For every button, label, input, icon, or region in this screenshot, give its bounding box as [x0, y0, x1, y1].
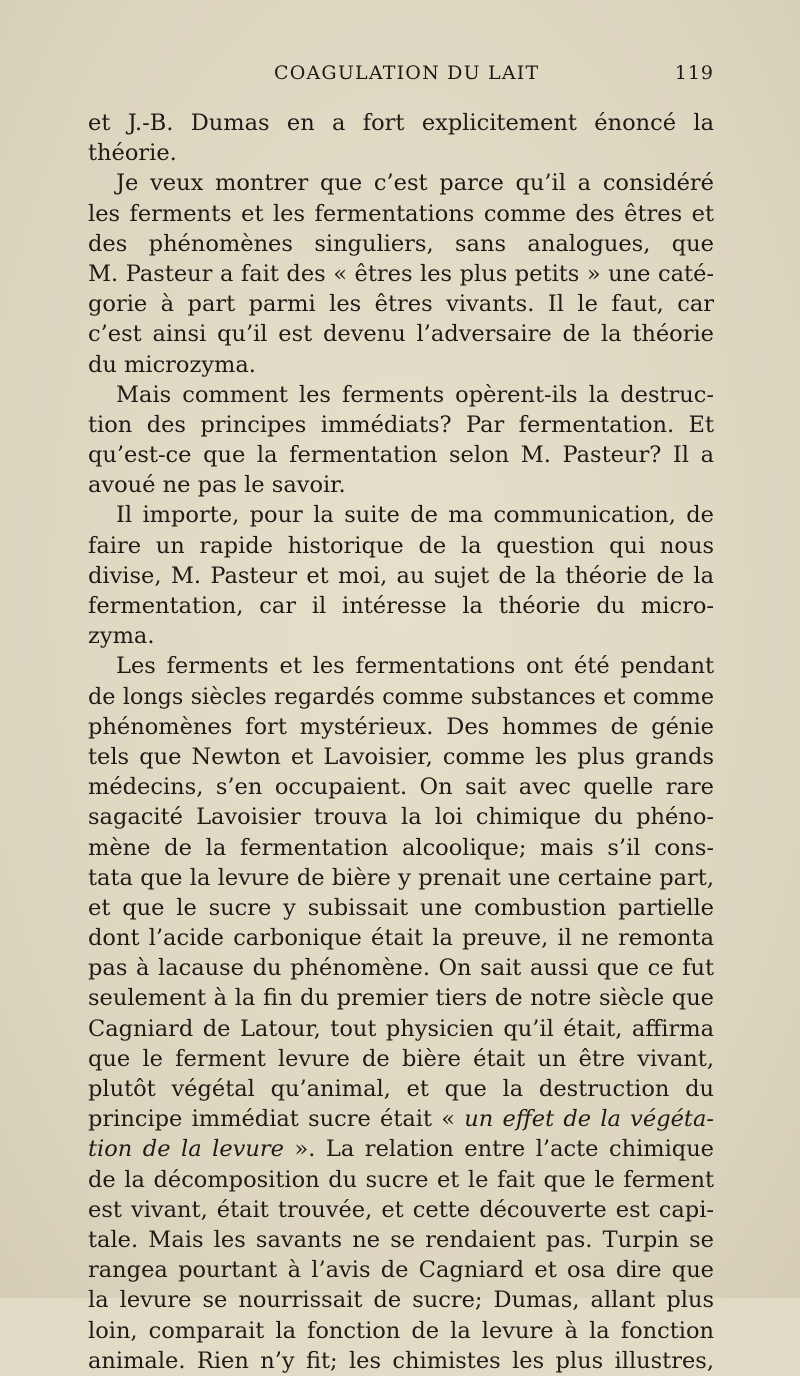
text-line: gorie à part parmi les êtres vivants. Il le faut, car — [88, 291, 714, 318]
text-line: de la décomposition du sucre et le fait que le ferment — [88, 1166, 714, 1193]
text-line: que le ferment levure de bière était un être vivant, — [88, 1045, 714, 1072]
italic-quote: tion de la levure — [88, 1136, 284, 1163]
text-line: les ferments et les fermentations comme des êtres et — [88, 200, 714, 227]
text-line: tale. Mais les savants ne se rendaient pas. Turpin se — [88, 1226, 714, 1253]
text-line: M. Pasteur a fait des « êtres les plus petits » une caté- — [88, 260, 714, 287]
body-text — [88, 108, 714, 1376]
text-line: et que le sucre y subissait une combustion partielle — [88, 894, 714, 921]
text-line: tion des principes immédiats? Par fermentation. Et — [88, 411, 714, 438]
text-line: phénomènes fort mystérieux. Des hommes de génie — [88, 713, 714, 740]
text-line: tels que Newton et Lavoisier, comme les plus grands — [88, 743, 714, 770]
running-title: COAGULATION DU LAIT — [274, 62, 540, 84]
text-line: de longs siècles regardés comme substances et comme — [88, 683, 714, 710]
text-line — [88, 1134, 714, 1164]
text-line: seulement à la fin du premier tiers de notre siècle que — [88, 985, 714, 1012]
text-run: ». La relation entre l’acte chimique — [283, 1136, 714, 1163]
text-line: loin, comparait la fonction de la levure à la fonction — [88, 1317, 714, 1344]
text-line: pas à lacause du phénomène. On sait aussi que ce fut — [88, 955, 714, 982]
text-line: Cagniard de Latour, tout physicien qu’il était, affirma — [88, 1015, 714, 1042]
text-line: faire un rapide historique de la question qui nous — [88, 532, 714, 559]
text-line: médecins, s’en occupaient. On sait avec quelle rare — [88, 774, 714, 801]
text-line: et J.-B. Dumas en a fort explicitement énoncé la — [88, 110, 714, 136]
text-run: principe immédiat sucre était « — [88, 1106, 465, 1133]
text-line: des phénomènes singuliers, sans analogues, que — [88, 230, 714, 257]
text-line — [88, 1104, 714, 1134]
text-line: Je veux montrer que c’est parce qu’il a considéré — [116, 170, 714, 197]
text-line: mène de la fermentation alcoolique; mais s’il cons- — [88, 834, 714, 861]
text-line: sagacité Lavoisier trouva la loi chimique du phéno- — [88, 804, 714, 831]
text-line: c’est ainsi qu’il est devenu l’adversaire de la théorie — [88, 321, 714, 348]
text-line: Les ferments et les fermentations ont été pendant — [116, 653, 714, 680]
italic-quote: un effet de la végéta- — [464, 1106, 714, 1133]
text-line: dont l’acide carbonique était la preuve, il ne remonta — [88, 925, 714, 952]
text-line: la levure se nourrissait de sucre; Dumas, allant plus — [88, 1287, 714, 1314]
text-line: divise, M. Pasteur et moi, au sujet de la théorie de la — [88, 562, 714, 589]
text-line: plutôt végétal qu’animal, et que la destruction du — [88, 1076, 714, 1102]
text-line: animale. Rien n’y fit; les chimistes les plus illustres, — [88, 1347, 714, 1374]
text-line: Il importe, pour la suite de ma communication, de — [116, 502, 714, 529]
text-line: qu’est-ce que la fermentation selon M. Pasteur? Il a — [88, 442, 714, 469]
text-line: du microzyma. — [88, 351, 256, 378]
text-line: fermentation, car il intéresse la théorie du micro- — [88, 593, 714, 619]
text-line: avoué ne pas le savoir. — [88, 472, 346, 499]
text-line: Mais comment les ferments opèrent-ils la destruc- — [116, 381, 714, 408]
page-header — [88, 60, 714, 92]
page-number: 119 — [674, 62, 714, 84]
text-line: tata que la levure de bière y prenait une certaine part, — [88, 864, 714, 891]
text-line: théorie. — [88, 140, 177, 167]
text-line: rangea pourtant à l’avis de Cagniard et osa dire que — [88, 1257, 714, 1284]
text-line: est vivant, était trouvée, et cette découverte est capi- — [88, 1196, 714, 1223]
text-line: zyma. — [88, 623, 155, 650]
